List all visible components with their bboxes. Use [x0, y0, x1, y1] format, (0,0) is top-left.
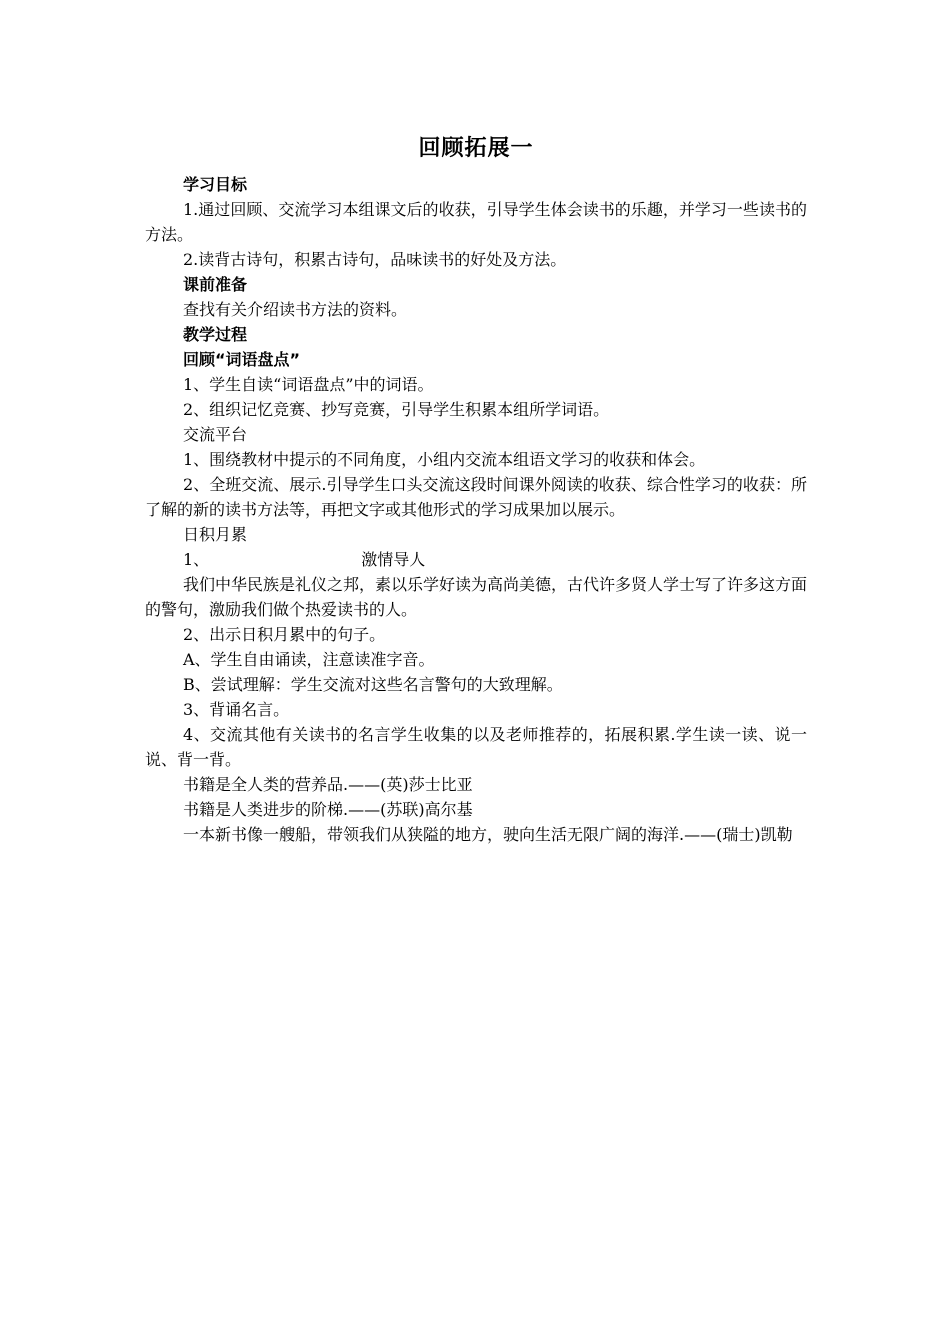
daily-heading: 日积月累 [183, 525, 248, 544]
goal-item-2: 2.读背古诗句，积累古诗句，品味读书的好处及方法。 [183, 250, 567, 269]
daily-item-2: 2、出示日积月累中的句子。 [183, 625, 386, 644]
review-heading: 回顾“词语盘点” [183, 350, 301, 369]
quote-1: 书籍是全人类的营养品.——(英)莎士比亚 [183, 775, 473, 794]
prep-text: 查找有关介绍读书方法的资料。 [183, 300, 408, 319]
prep-heading: 课前准备 [183, 275, 248, 294]
daily-item-1-number: 1、 [183, 550, 210, 569]
process-heading: 教学过程 [183, 325, 248, 344]
daily-item-1 [145, 547, 807, 572]
daily-item-4: 4、交流其他有关读书的名言学生收集的以及老师推荐的，拓展积累.学生读一读、说一说、背一背。 [145, 725, 807, 769]
review-item-2: 2、组织记忆竞赛、抄写竞赛，引导学生积累本组所学词语。 [183, 400, 610, 419]
document-page [145, 132, 807, 847]
daily-item-1-text: 激情导人 [361, 550, 426, 569]
quote-2: 书籍是人类进步的阶梯.——(苏联)高尔基 [183, 800, 473, 819]
goal-item-1: 1.通过回顾、交流学习本组课文后的收获，引导学生体会读书的乐趣，并学习一些读书的方法。 [145, 200, 807, 244]
daily-item-3: 3、背诵名言。 [183, 700, 290, 719]
review-item-1: 1、学生自读“词语盘点”中的词语。 [183, 375, 434, 394]
quote-3: 一本新书像一艘船，带领我们从狭隘的地方，驶向生活无限广阔的海洋.——(瑞士)凯勒 [183, 825, 793, 844]
platform-heading: 交流平台 [183, 425, 248, 444]
document-title: 回顾拓展一 [418, 136, 534, 161]
daily-intro: 我们中华民族是礼仪之邦，素以乐学好读为高尚美德，古代许多贤人学士写了许多这方面的警句，激励我们做个热爱读书的人。 [145, 575, 808, 619]
platform-item-2: 2、全班交流、展示.引导学生口头交流这段时间课外阅读的收获、综合性学习的收获：所了解的新的读书方法等，再把文字或其他形式的学习成果加以展示。 [145, 475, 807, 519]
daily-item-a: A、学生自由诵读，注意读准字音。 [183, 650, 435, 669]
platform-item-1: 1、围绕教材中提示的不同角度，小组内交流本组语文学习的收获和体会。 [183, 450, 706, 469]
goal-heading: 学习目标 [183, 175, 248, 194]
daily-item-b: B、尝试理解：学生交流对这些名言警句的大致理解。 [183, 675, 563, 694]
